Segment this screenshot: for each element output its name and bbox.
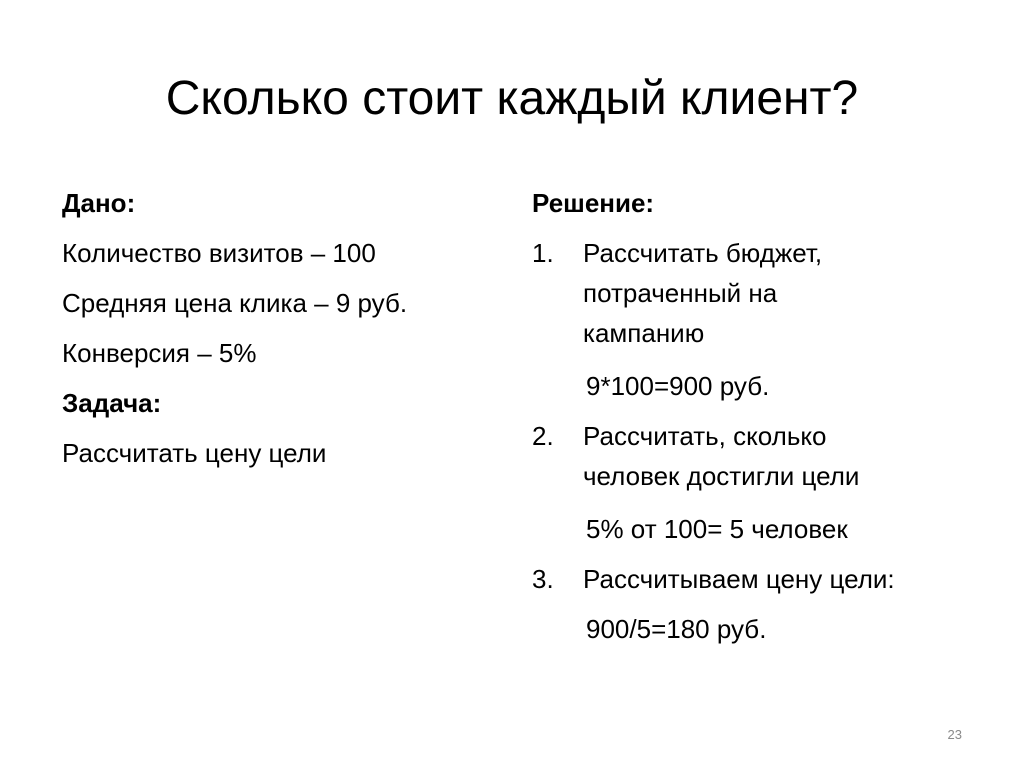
solution-column — [532, 186, 982, 662]
step-2-number: 2. — [532, 421, 554, 451]
solution-step-3 — [532, 562, 982, 596]
solution-heading: Решение: — [532, 188, 655, 218]
step-2-line-1: Рассчитать, сколько — [583, 421, 827, 451]
task-heading: Задача: — [62, 388, 162, 418]
step-3-line-1: Рассчитываем цену цели: — [583, 564, 895, 594]
step-1-calc: 9*100=900 руб. — [586, 371, 770, 401]
step-3-text — [583, 562, 895, 596]
given-visits: Количество визитов – 100 — [62, 238, 376, 268]
given-heading: Дано: — [62, 188, 136, 218]
step-2-line-2: человек достигли цели — [583, 461, 860, 491]
slide-title: Сколько стоит каждый клиент? — [165, 72, 859, 125]
step-3-number: 3. — [532, 564, 554, 594]
given-conversion: Конверсия – 5% — [62, 338, 257, 368]
step-3-calc: 900/5=180 руб. — [586, 614, 767, 644]
step-1-line-3: кампанию — [583, 318, 705, 348]
solution-step-2 — [532, 419, 982, 496]
step-1-text — [583, 233, 822, 353]
solution-step-1 — [532, 236, 982, 353]
given-column — [62, 186, 502, 486]
given-click-price: Средняя цена клика – 9 руб. — [62, 288, 408, 318]
step-1-line-2: потраченный на — [583, 278, 778, 308]
page-number: 23 — [947, 727, 962, 742]
task-text: Рассчитать цену цели — [62, 438, 327, 468]
step-1-line-1: Рассчитать бюджет, — [583, 238, 823, 268]
step-1-number: 1. — [532, 238, 554, 268]
step-2-text — [583, 416, 859, 496]
step-2-calc: 5% от 100= 5 человек — [586, 514, 848, 544]
